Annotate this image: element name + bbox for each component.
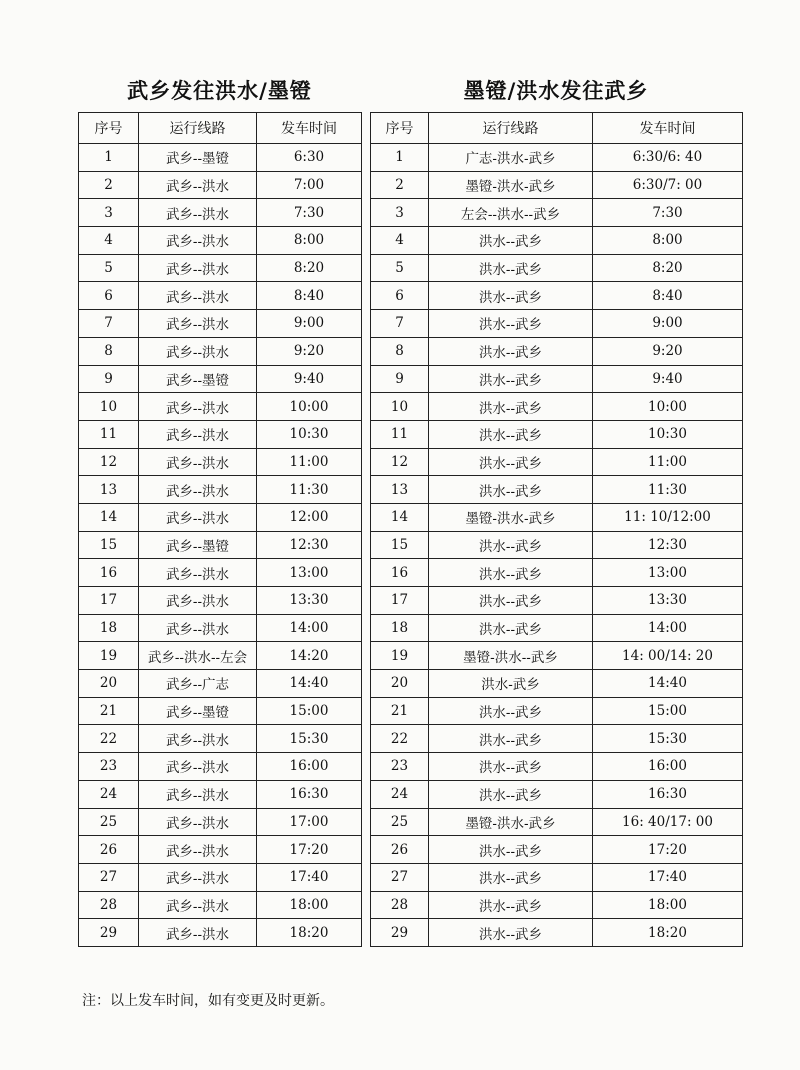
cell-route: 洪水--武乡: [429, 587, 593, 615]
table-row: [371, 365, 743, 393]
cell-departure-time: 18:00: [257, 891, 362, 919]
cell-route: 武乡--洪水: [139, 448, 257, 476]
table-row: [79, 863, 362, 891]
cell-route: 墨镫-洪水-武乡: [429, 171, 593, 199]
cell-seq: 3: [371, 199, 429, 227]
table-row: [371, 531, 743, 559]
cell-route: 墨镫-洪水-武乡: [429, 808, 593, 836]
table-row: [79, 476, 362, 504]
cell-seq: 24: [371, 780, 429, 808]
cell-departure-time: 18:20: [257, 919, 362, 947]
cell-route: 武乡--墨镫: [139, 531, 257, 559]
cell-route: 武乡--墨镫: [139, 697, 257, 725]
cell-seq: 29: [79, 919, 139, 947]
cell-departure-time: 9:20: [593, 337, 743, 365]
table-row: [79, 282, 362, 310]
cell-route: 洪水--武乡: [429, 227, 593, 255]
cell-departure-time: 9:00: [593, 310, 743, 338]
cell-departure-time: 8:40: [257, 282, 362, 310]
cell-departure-time: 10:00: [257, 393, 362, 421]
table-row: [371, 282, 743, 310]
cell-seq: 2: [371, 171, 429, 199]
cell-seq: 21: [371, 697, 429, 725]
table-row: [371, 891, 743, 919]
cell-departure-time: 11: 10/12:00: [593, 503, 743, 531]
cell-route: 武乡--洪水: [139, 725, 257, 753]
cell-seq: 18: [371, 614, 429, 642]
cell-departure-time: 16:00: [593, 753, 743, 781]
cell-seq: 19: [79, 642, 139, 670]
cell-route: 洪水--武乡: [429, 780, 593, 808]
title-wuxiang-outbound: 武乡发往洪水/墨镫: [127, 79, 312, 103]
footnote: 注：以上发车时间，如有变更及时更新。: [82, 993, 334, 1009]
cell-departure-time: 17:40: [257, 863, 362, 891]
cell-route: 洪水--武乡: [429, 310, 593, 338]
table-row: [371, 559, 743, 587]
table-row: [79, 365, 362, 393]
cell-departure-time: 11:30: [257, 476, 362, 504]
cell-departure-time: 10:00: [593, 393, 743, 421]
cell-seq: 10: [371, 393, 429, 421]
cell-departure-time: 16:30: [593, 780, 743, 808]
cell-departure-time: 12:30: [593, 531, 743, 559]
cell-departure-time: 15:00: [257, 697, 362, 725]
cell-departure-time: 17:20: [257, 836, 362, 864]
cell-seq: 4: [371, 227, 429, 255]
cell-route: 洪水-武乡: [429, 670, 593, 698]
cell-route: 武乡--洪水: [139, 171, 257, 199]
cell-seq: 18: [79, 614, 139, 642]
cell-seq: 16: [371, 559, 429, 587]
cell-seq: 28: [371, 891, 429, 919]
table-row: [371, 614, 743, 642]
cell-seq: 21: [79, 697, 139, 725]
cell-departure-time: 13:30: [593, 587, 743, 615]
cell-departure-time: 17:00: [257, 808, 362, 836]
table-row: [79, 642, 362, 670]
table-row: [79, 753, 362, 781]
table-row: [371, 310, 743, 338]
cell-departure-time: 17:40: [593, 863, 743, 891]
cell-departure-time: 16:30: [257, 780, 362, 808]
cell-seq: 24: [79, 780, 139, 808]
cell-route: 武乡--洪水: [139, 199, 257, 227]
cell-seq: 23: [79, 753, 139, 781]
cell-departure-time: 18:00: [593, 891, 743, 919]
cell-departure-time: 18:20: [593, 919, 743, 947]
cell-departure-time: 8:00: [257, 227, 362, 255]
cell-seq: 16: [79, 559, 139, 587]
cell-seq: 15: [79, 531, 139, 559]
cell-departure-time: 11:00: [593, 448, 743, 476]
cell-departure-time: 15:30: [257, 725, 362, 753]
table-row: [79, 919, 362, 947]
cell-route: 武乡--洪水: [139, 559, 257, 587]
cell-seq: 11: [79, 420, 139, 448]
table-row: [371, 808, 743, 836]
cell-route: 武乡--洪水: [139, 808, 257, 836]
cell-route: 广志-洪水-武乡: [429, 144, 593, 172]
cell-route: 武乡--洪水: [139, 753, 257, 781]
table-row: [79, 891, 362, 919]
table-row: [79, 337, 362, 365]
cell-seq: 5: [79, 254, 139, 282]
cell-route: 武乡--洪水: [139, 420, 257, 448]
table-row: [371, 780, 743, 808]
cell-route: 武乡--洪水: [139, 614, 257, 642]
schedule-table-inbound: [370, 112, 743, 947]
table-row: [79, 670, 362, 698]
cell-departure-time: 13:00: [257, 559, 362, 587]
cell-route: 洪水--武乡: [429, 891, 593, 919]
cell-departure-time: 12:30: [257, 531, 362, 559]
cell-departure-time: 11:30: [593, 476, 743, 504]
cell-seq: 4: [79, 227, 139, 255]
cell-departure-time: 11:00: [257, 448, 362, 476]
cell-seq: 6: [79, 282, 139, 310]
cell-route: 武乡--洪水: [139, 337, 257, 365]
header-route: 运行线路: [139, 113, 257, 144]
cell-seq: 22: [79, 725, 139, 753]
cell-departure-time: 14:20: [257, 642, 362, 670]
table-row: [79, 393, 362, 421]
table-row: [79, 171, 362, 199]
cell-departure-time: 8:20: [593, 254, 743, 282]
cell-route: 洪水--武乡: [429, 559, 593, 587]
table-row: [371, 642, 743, 670]
cell-seq: 11: [371, 420, 429, 448]
cell-route: 墨镫-洪水-武乡: [429, 503, 593, 531]
cell-route: 洪水--武乡: [429, 365, 593, 393]
cell-departure-time: 13:30: [257, 587, 362, 615]
table-row: [79, 420, 362, 448]
cell-departure-time: 13:00: [593, 559, 743, 587]
table-row: [79, 199, 362, 227]
header-seq: 序号: [371, 113, 429, 144]
schedule-table-outbound: [78, 112, 362, 947]
cell-seq: 1: [371, 144, 429, 172]
cell-seq: 20: [371, 670, 429, 698]
cell-departure-time: 9:40: [257, 365, 362, 393]
cell-departure-time: 7:30: [593, 199, 743, 227]
cell-seq: 9: [371, 365, 429, 393]
table-row: [79, 310, 362, 338]
cell-seq: 8: [79, 337, 139, 365]
cell-departure-time: 10:30: [257, 420, 362, 448]
cell-route: 武乡--洪水: [139, 227, 257, 255]
cell-route: 武乡--洪水: [139, 393, 257, 421]
cell-route: 武乡--洪水: [139, 891, 257, 919]
cell-route: 洪水--武乡: [429, 420, 593, 448]
cell-seq: 9: [79, 365, 139, 393]
cell-seq: 3: [79, 199, 139, 227]
cell-route: 洪水--武乡: [429, 725, 593, 753]
cell-route: 武乡--洪水--左会: [139, 642, 257, 670]
table-row: [79, 614, 362, 642]
cell-route: 洪水--武乡: [429, 836, 593, 864]
cell-seq: 2: [79, 171, 139, 199]
table-row: [371, 863, 743, 891]
table-row: [79, 503, 362, 531]
table-row: [79, 725, 362, 753]
cell-departure-time: 15:00: [593, 697, 743, 725]
cell-seq: 13: [371, 476, 429, 504]
cell-seq: 6: [371, 282, 429, 310]
table-header-row: [79, 113, 362, 144]
cell-route: 洪水--武乡: [429, 863, 593, 891]
cell-departure-time: 8:20: [257, 254, 362, 282]
cell-seq: 1: [79, 144, 139, 172]
cell-route: 武乡--洪水: [139, 282, 257, 310]
table-row: [371, 337, 743, 365]
table-row: [371, 199, 743, 227]
cell-departure-time: 6:30: [257, 144, 362, 172]
table-row: [371, 393, 743, 421]
cell-seq: 15: [371, 531, 429, 559]
cell-seq: 13: [79, 476, 139, 504]
cell-departure-time: 9:20: [257, 337, 362, 365]
table-row: [79, 227, 362, 255]
cell-seq: 23: [371, 753, 429, 781]
table-row: [371, 753, 743, 781]
cell-departure-time: 14: 00/14: 20: [593, 642, 743, 670]
cell-departure-time: 7:00: [257, 171, 362, 199]
cell-route: 洪水--武乡: [429, 919, 593, 947]
cell-seq: 26: [371, 836, 429, 864]
cell-seq: 12: [371, 448, 429, 476]
cell-departure-time: 16: 40/17: 00: [593, 808, 743, 836]
table-row: [371, 725, 743, 753]
cell-route: 武乡--洪水: [139, 863, 257, 891]
cell-route: 墨镫-洪水--武乡: [429, 642, 593, 670]
table-row: [79, 531, 362, 559]
cell-departure-time: 10:30: [593, 420, 743, 448]
cell-seq: 5: [371, 254, 429, 282]
cell-departure-time: 12:00: [257, 503, 362, 531]
cell-departure-time: 8:40: [593, 282, 743, 310]
cell-seq: 20: [79, 670, 139, 698]
header-route: 运行线路: [429, 113, 593, 144]
cell-route: 洪水--武乡: [429, 697, 593, 725]
cell-route: 武乡--洪水: [139, 310, 257, 338]
cell-seq: 14: [79, 503, 139, 531]
table-row: [371, 919, 743, 947]
cell-departure-time: 17:20: [593, 836, 743, 864]
cell-seq: 27: [371, 863, 429, 891]
table-row: [371, 503, 743, 531]
cell-route: 洪水--武乡: [429, 448, 593, 476]
table-row: [371, 670, 743, 698]
cell-departure-time: 9:40: [593, 365, 743, 393]
cell-seq: 17: [371, 587, 429, 615]
table-row: [79, 780, 362, 808]
table-row: [371, 697, 743, 725]
cell-departure-time: 14:00: [257, 614, 362, 642]
cell-seq: 12: [79, 448, 139, 476]
cell-route: 洪水--武乡: [429, 337, 593, 365]
header-departure-time: 发车时间: [257, 113, 362, 144]
cell-seq: 29: [371, 919, 429, 947]
table-row: [79, 836, 362, 864]
cell-seq: 22: [371, 725, 429, 753]
title-wuxiang-inbound: 墨镫/洪水发往武乡: [463, 79, 649, 103]
cell-route: 洪水--武乡: [429, 393, 593, 421]
cell-route: 洪水--武乡: [429, 753, 593, 781]
cell-route: 武乡--洪水: [139, 254, 257, 282]
cell-route: 武乡--洪水: [139, 836, 257, 864]
table-row: [371, 254, 743, 282]
cell-seq: 10: [79, 393, 139, 421]
cell-departure-time: 14:00: [593, 614, 743, 642]
cell-route: 武乡--洪水: [139, 587, 257, 615]
cell-route: 武乡--洪水: [139, 780, 257, 808]
table-row: [371, 587, 743, 615]
table-row: [79, 559, 362, 587]
cell-route: 洪水--武乡: [429, 476, 593, 504]
cell-departure-time: 6:30/6: 40: [593, 144, 743, 172]
cell-route: 左会--洪水--武乡: [429, 199, 593, 227]
cell-route: 武乡--洪水: [139, 503, 257, 531]
table-row: [371, 171, 743, 199]
cell-seq: 26: [79, 836, 139, 864]
cell-departure-time: 14:40: [257, 670, 362, 698]
cell-seq: 25: [371, 808, 429, 836]
table-header-row: [371, 113, 743, 144]
cell-seq: 19: [371, 642, 429, 670]
table-row: [371, 144, 743, 172]
table-row: [371, 227, 743, 255]
cell-departure-time: 7:30: [257, 199, 362, 227]
table-row: [79, 254, 362, 282]
cell-route: 洪水--武乡: [429, 531, 593, 559]
table-row: [371, 476, 743, 504]
cell-route: 洪水--武乡: [429, 282, 593, 310]
cell-route: 武乡--墨镫: [139, 365, 257, 393]
table-row: [371, 448, 743, 476]
cell-seq: 7: [79, 310, 139, 338]
cell-route: 武乡--洪水: [139, 919, 257, 947]
table-row: [79, 697, 362, 725]
cell-seq: 17: [79, 587, 139, 615]
table-row: [79, 587, 362, 615]
cell-seq: 14: [371, 503, 429, 531]
cell-departure-time: 14:40: [593, 670, 743, 698]
header-departure-time: 发车时间: [593, 113, 743, 144]
cell-seq: 25: [79, 808, 139, 836]
table-row: [79, 144, 362, 172]
table-row: [371, 836, 743, 864]
cell-departure-time: 9:00: [257, 310, 362, 338]
cell-departure-time: 16:00: [257, 753, 362, 781]
cell-route: 洪水--武乡: [429, 614, 593, 642]
cell-seq: 28: [79, 891, 139, 919]
cell-route: 武乡--墨镫: [139, 144, 257, 172]
cell-seq: 8: [371, 337, 429, 365]
cell-seq: 27: [79, 863, 139, 891]
cell-seq: 7: [371, 310, 429, 338]
table-row: [79, 448, 362, 476]
table-row: [371, 420, 743, 448]
cell-departure-time: 6:30/7: 00: [593, 171, 743, 199]
cell-route: 武乡--广志: [139, 670, 257, 698]
cell-route: 武乡--洪水: [139, 476, 257, 504]
cell-departure-time: 15:30: [593, 725, 743, 753]
cell-departure-time: 8:00: [593, 227, 743, 255]
cell-route: 洪水--武乡: [429, 254, 593, 282]
header-seq: 序号: [79, 113, 139, 144]
table-row: [79, 808, 362, 836]
